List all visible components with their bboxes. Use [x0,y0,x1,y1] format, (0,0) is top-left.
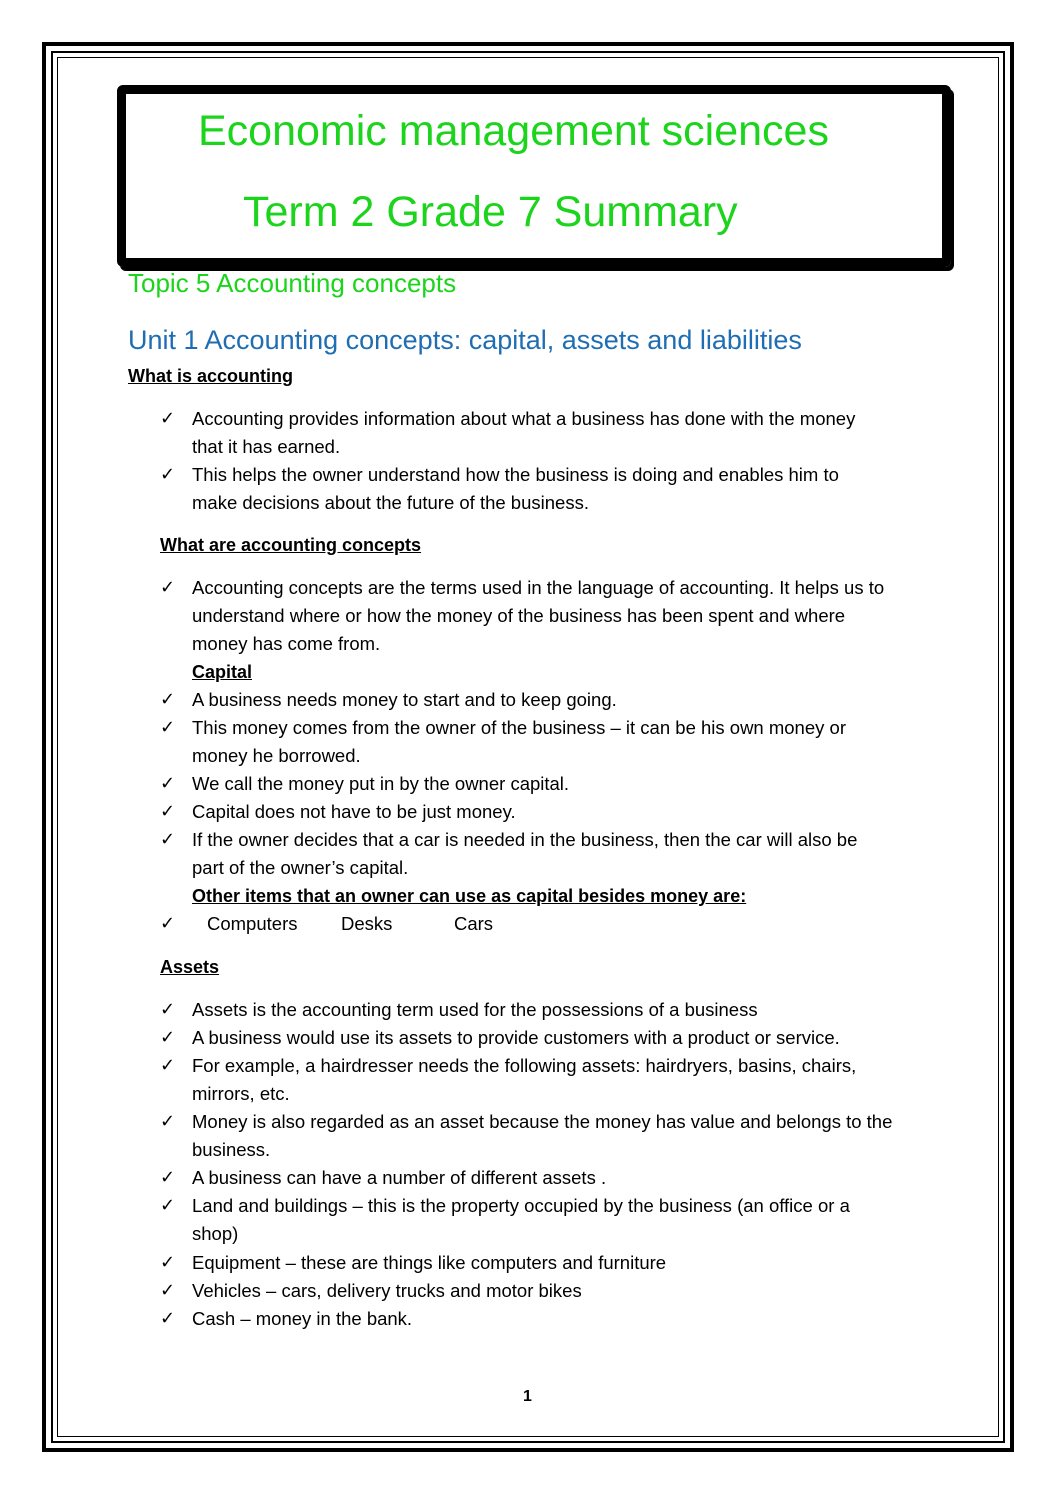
checkmark-icon: ✓ [160,913,176,933]
title-line-2: Term 2 Grade 7 Summary [243,188,738,236]
bullet-text: business. [192,1139,271,1160]
capital-item: Computers [207,913,298,934]
bullet-text: We call the money put in by the owner capital. [192,773,570,794]
bullet-text: Cash – money in the bank. [192,1308,413,1329]
bullet-text: shop) [192,1223,239,1244]
bullet-text: This helps the owner understand how the business is doing and enables him to [192,464,839,485]
bullet-text: Accounting concepts are the terms used in the language of accounting. It helps us to [192,577,885,598]
checkmark-icon: ✓ [160,801,176,821]
bullet-text: Land and buildings – this is the property occupied by the business (an office or a [192,1195,850,1216]
checkmark-icon: ✓ [160,999,176,1019]
bullet-text: Capital does not have to be just money. [192,801,516,822]
bullet-text: Money is also regarded as an asset because the money has value and belongs to the [192,1111,893,1132]
bullet-text: If the owner decides that a car is needed in the business, then the car will also be [192,829,858,850]
bullet-text: mirrors, etc. [192,1083,290,1104]
bullet-text: This money comes from the owner of the business – it can be his own money or [192,717,846,738]
title-line-1: Economic management sciences [198,107,829,155]
checkmark-icon: ✓ [160,717,176,737]
checkmark-icon: ✓ [160,1167,176,1187]
bullet-text: A business would use its assets to provide customers with a product or service. [192,1027,840,1048]
section-heading-capital: Capital [192,662,253,682]
bullet-text: For example, a hairdresser needs the following assets: hairdryers, basins, chairs, [192,1055,857,1076]
bullet-text: money has come from. [192,633,381,654]
section-heading-accounting-concepts: What are accounting concepts [160,535,422,555]
capital-item: Desks [341,913,393,934]
bullet-text: money he borrowed. [192,745,361,766]
checkmark-icon: ✓ [160,773,176,793]
bullet-text: understand where or how the money of the business has been spent and where [192,605,846,626]
checkmark-icon: ✓ [160,1308,176,1328]
checkmark-icon: ✓ [160,408,176,428]
checkmark-icon: ✓ [160,577,176,597]
topic-heading: Topic 5 Accounting concepts [128,268,457,298]
section-heading-what-is-accounting: What is accounting [128,366,294,386]
checkmark-icon: ✓ [160,1280,176,1300]
bullet-text: part of the owner’s capital. [192,857,409,878]
bullet-text: that it has earned. [192,436,341,457]
capital-items-row [207,910,493,938]
checkmark-icon: ✓ [160,464,176,484]
capital-item: Cars [454,913,494,934]
bullet-text: A business can have a number of different assets . [192,1167,607,1188]
checkmark-icon: ✓ [160,1252,176,1272]
page-number: 1 [523,1388,532,1405]
section-heading-assets: Assets [160,957,220,977]
unit-heading: Unit 1 Accounting concepts: capital, assets and liabilities [128,325,802,355]
bullet-text: make decisions about the future of the business. [192,492,589,513]
bullet-text: Accounting provides information about what a business has done with the money [192,408,856,429]
bullet-text: Assets is the accounting term used for the possessions of a business [192,999,758,1020]
checkmark-icon: ✓ [160,689,176,709]
bullet-text: Equipment – these are things like computers and furniture [192,1252,667,1273]
checkmark-icon: ✓ [160,1195,176,1215]
checkmark-icon: ✓ [160,1111,176,1131]
other-items-heading: Other items that an owner can use as capital besides money are: [192,886,747,906]
bullet-text: Vehicles – cars, delivery trucks and motor bikes [192,1280,582,1301]
checkmark-icon: ✓ [160,829,176,849]
checkmark-icon: ✓ [160,1055,176,1075]
checkmark-icon: ✓ [160,1027,176,1047]
bullet-text: A business needs money to start and to keep going. [192,689,617,710]
